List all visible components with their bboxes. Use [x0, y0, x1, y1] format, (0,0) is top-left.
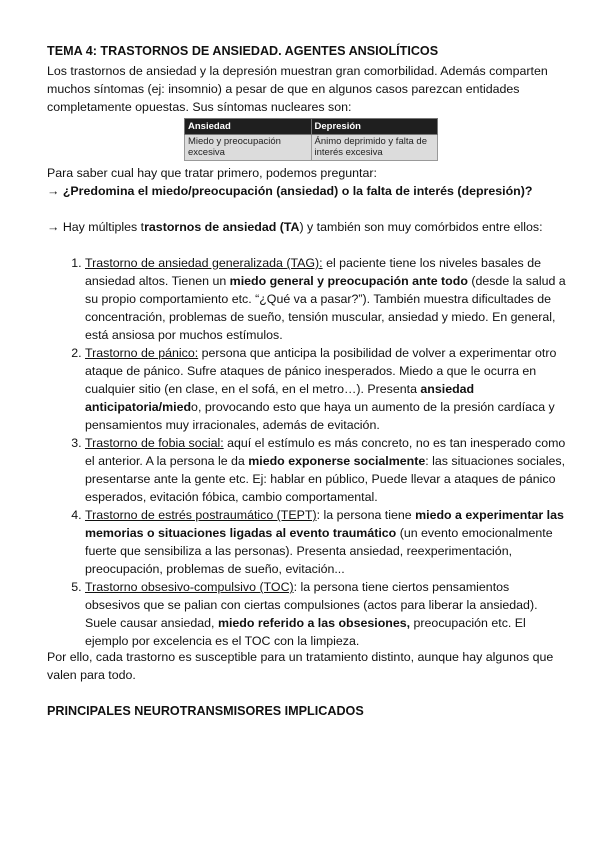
- item-bold: miedo referido a las obsesiones,: [217, 616, 411, 630]
- section-heading: PRINCIPALES NEUROTRANSMISORES IMPLICADOS: [47, 704, 364, 718]
- list-item: [85, 506, 567, 578]
- list-item: [85, 578, 567, 650]
- multiple-post: ) y también son muy comórbidos entre ellos:: [299, 220, 543, 234]
- table-header-row: [185, 119, 438, 135]
- list-item: [85, 254, 567, 344]
- item-text: persona que anticipa la posibilidad de volver a experimentar otro ataque de pánico. Sufre ataques de pánico inesperados. Miedo a que le ocurra en cualquier sitio (en clase, en el sofá, en el metro…). Presenta: [85, 346, 557, 396]
- table-cell: Ánimo deprimido y falta de interés excesiva: [311, 135, 438, 161]
- multiple-bold: rastornos de ansiedad (TA: [144, 220, 300, 234]
- item-text: (desde la salud a su propio comportamiento etc. “¿Qué va a pasar?”). También muestra dificultades de concentración, problemas de sueño, tensión muscular, ansiedad y miedo. En general, está ansiosa por muchos estímulos.: [85, 274, 566, 342]
- item-bold: ansiedad anticipatoria/mied: [85, 382, 475, 414]
- table-cell: Miedo y preocupación excesiva: [185, 135, 312, 161]
- item-text: el paciente tiene los niveles basales de ansiedad altos. Tienen un: [85, 256, 541, 288]
- item-text: o, provocando esto que haya un aumento de la presión cardíaca y pensamientos muy irracionales, además de evitación.: [85, 400, 555, 432]
- table-header: Depresión: [311, 119, 438, 135]
- page-title: TEMA 4: TRASTORNOS DE ANSIEDAD. AGENTES ANSIOLÍTICOS: [47, 44, 439, 58]
- intro-paragraph: Los trastornos de ansiedad y la depresión muestran gran comorbilidad. Además comparten muchos síntomas (ej: insomnio) a pesar de que en algunos casos parezcan entidades completamente opuestas. Sus síntomas nucleares son:: [47, 64, 548, 114]
- item-bold: miedo exponerse socialmente: [248, 454, 426, 468]
- symptoms-table: [184, 118, 438, 161]
- list-item: [85, 434, 567, 506]
- list-item: [85, 344, 567, 434]
- question-line: [47, 182, 567, 200]
- item-text: : la persona tiene: [316, 508, 416, 522]
- item-bold: miedo a experimentar las memorias o situaciones ligadas al evento traumático: [85, 508, 564, 540]
- item-text: preocupación etc. El ejemplo por excelencia es el TOC con la limpieza.: [85, 616, 526, 648]
- item-text: : la persona tiene ciertos pensamientos obsesivos que se palian con ciertas compulsiones (actos para liberar la ansiedad). Suele causar ansiedad,: [85, 580, 538, 630]
- disorder-name: Trastorno de fobia social:: [85, 436, 224, 450]
- table-header: Ansiedad: [185, 119, 312, 135]
- disorders-list: [47, 254, 567, 650]
- key-question: ¿Predomina el miedo/preocupación (ansiedad) o la falta de interés (depresión)?: [62, 184, 533, 198]
- item-bold: miedo general y preocupación ante todo: [229, 274, 468, 288]
- outro-paragraph: Por ello, cada trastorno es susceptible para un tratamiento distinto, aunque hay algunos que valen para todo.: [47, 650, 554, 682]
- question-block: [47, 164, 567, 200]
- item-text: aquí el estímulo es más concreto, no es tan inesperado como el anterior. A la persona le da: [85, 436, 566, 468]
- arrow-icon: →: [47, 184, 60, 198]
- disorder-name: Trastorno de estrés postraumático (TEPT): [85, 508, 317, 522]
- disorder-name: Trastorno de ansiedad generalizada (TAG):: [85, 256, 323, 270]
- question-lead: Para saber cual hay que tratar primero, podemos preguntar:: [47, 166, 377, 180]
- multiple-pre: → Hay múltiples t: [47, 220, 145, 234]
- disorder-name: Trastorno obsesivo-compulsivo (TOC): [85, 580, 294, 594]
- item-text: : las situaciones sociales, presentarse ante la gente etc. Ej: hablar en público, Puede llevar a ataques de pánico esperados, evitación fóbica, cambio comportamental.: [85, 454, 566, 504]
- disorder-name: Trastorno de pánico:: [85, 346, 199, 360]
- multiple-disorders-line: [47, 218, 567, 236]
- table-row: [185, 135, 438, 161]
- item-text: (un evento emocionalmente fuerte que sensibiliza a las personas). Presenta ansiedad, reexperimentación, preocupación, problemas de sueño, evitación...: [85, 526, 553, 576]
